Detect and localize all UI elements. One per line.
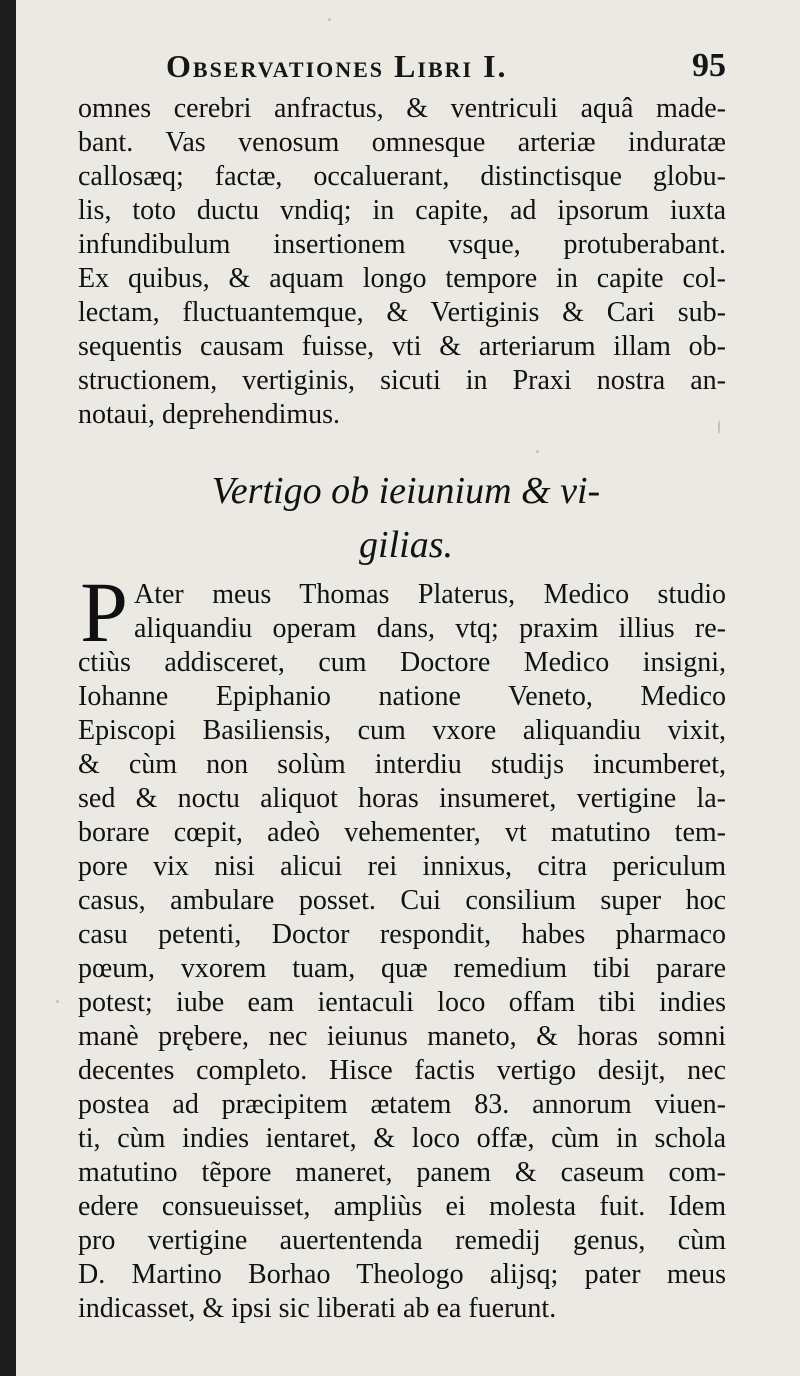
text-line: notaui, deprehendimus. (78, 399, 341, 430)
text-line: lectam, fluctuantemque, & Vertiginis & Cari sub- (78, 297, 726, 328)
text-line: potest; iube eam ientaculi loco offam tibi indies (78, 987, 726, 1018)
paper-speck (328, 18, 331, 21)
text-line: & cùm non solùm interdiu studijs incumberet, (78, 749, 726, 780)
text-line: D. Martino Borhao Theologo alijsq; pater meus (78, 1259, 726, 1290)
text-line: pro vertigine auertentenda remedij genus, cùm (78, 1225, 726, 1256)
paper-speck (536, 450, 539, 453)
text-line: casu petenti, Doctor respondit, habes pharmaco (78, 919, 726, 950)
running-title: Observationes Libri I. (166, 48, 508, 84)
text-line: borare cœpit, adeò vehementer, vt matutino tem- (78, 817, 726, 848)
text-line: casus, ambulare posset. Cui consilium super hoc (78, 885, 726, 916)
text-line: pore vix nisi alicui rei innixus, citra periculum (78, 851, 726, 882)
page-header (166, 46, 726, 86)
text-line: structionem, vertiginis, sicuti in Praxi nostra an- (78, 365, 726, 396)
page-number: 95 (692, 47, 726, 84)
text-line: manè prębere, nec ieiunus maneto, & horas somni (78, 1021, 726, 1052)
text-line: Ex quibus, & aquam longo tempore in capite col- (78, 263, 726, 294)
text-line: decentes completo. Hisce factis vertigo desijt, nec (78, 1055, 726, 1086)
text-line: Iohanne Epiphanio natione Veneto, Medico (78, 681, 726, 712)
drop-cap: P (80, 564, 128, 660)
text-line: infundibulum insertionem vsque, protuberabant. (78, 229, 726, 260)
text-line: sed & noctu aliquot horas insumeret, vertigine la- (78, 783, 726, 814)
text-line: ctiùs addisceret, cum Doctore Medico insigni, (78, 647, 726, 678)
text-line: edere consueuisset, ampliùs ei molesta fuit. Idem (78, 1191, 726, 1222)
text-line: lis, toto ductu vndiq; in capite, ad ipsorum iuxta (78, 195, 726, 226)
text-line: Ater meus Thomas Platerus, Medico studio (134, 579, 726, 610)
text-line: callosæq; factæ, occaluerant, distinctisque globu- (78, 161, 726, 192)
paper-speck (56, 1000, 59, 1003)
book-page (16, 0, 800, 1376)
text-line: omnes cerebri anfractus, & ventriculi aquâ made- (78, 93, 726, 124)
paper-speck (718, 420, 720, 434)
text-line: aliquandiu operam dans, vtq; praxim illius re- (134, 613, 726, 644)
text-line: Episcopi Basiliensis, cum vxore aliquandiu vixit, (78, 715, 726, 746)
text-line: indicasset, & ipsi sic liberati ab ea fuerunt. (78, 1293, 557, 1324)
section-heading-line-2: gilias. (359, 524, 453, 566)
section-heading-line-1: Vertigo ob ieiunium & vi- (211, 470, 601, 512)
text-line: matutino tẽpore maneret, panem & caseum com- (78, 1157, 726, 1188)
text-line: sequentis causam fuisse, vti & arteriarum illam ob- (78, 331, 726, 362)
text-line: bant. Vas venosum omnesque arteriæ induratæ (78, 127, 726, 158)
text-line: pœum, vxorem tuam, quæ remedium tibi parare (78, 953, 726, 984)
text-line: postea ad præcipitem ætatem 83. annorum viuen- (78, 1089, 726, 1120)
text-line: ti, cùm indies ientaret, & loco offæ, cùm in schola (78, 1123, 726, 1154)
